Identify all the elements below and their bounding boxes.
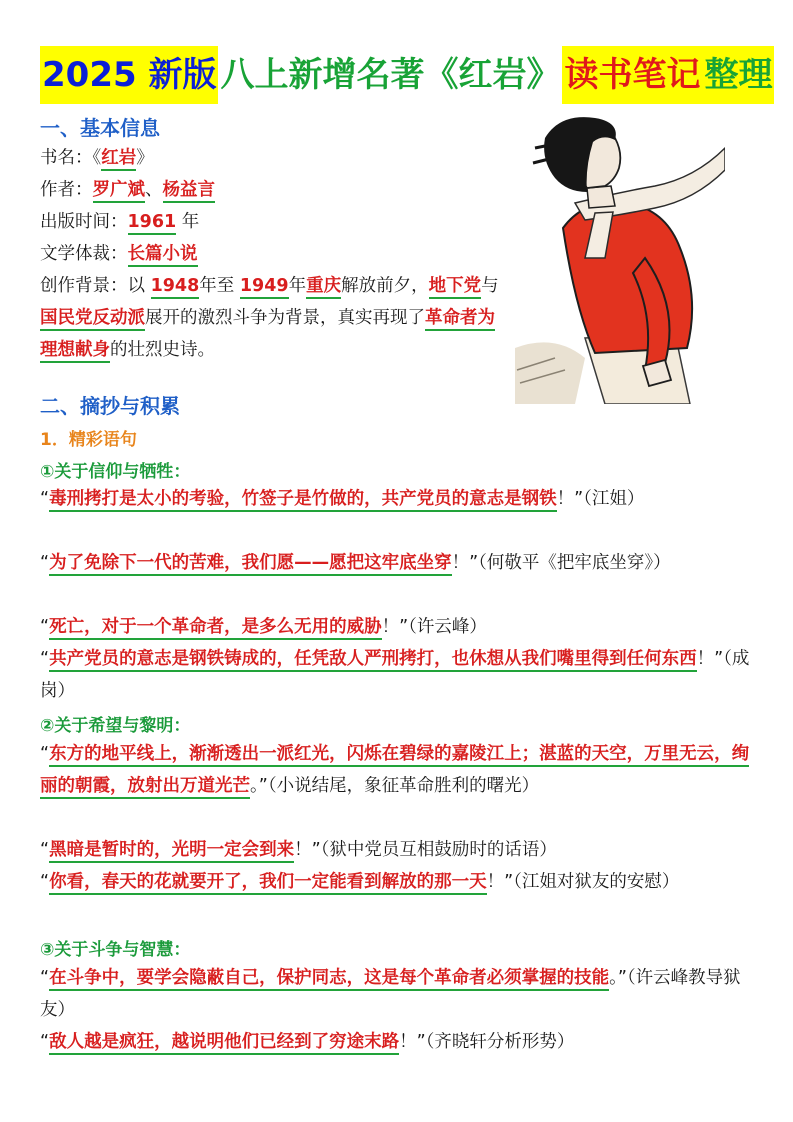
publish-year: 1961 <box>128 212 177 235</box>
title-year-part: 2025 新版 <box>40 46 218 104</box>
quote-open-mark: “ <box>40 1032 50 1052</box>
quote-item <box>40 611 755 643</box>
title-organize-part: 整理 <box>702 46 774 104</box>
quote-text: 你看，春天的花就要开了，我们一定能看到解放的那一天 <box>49 872 487 895</box>
quote-text: 共产党员的意志是钢铁铸成的，任凭敌人严刑拷打，也休想从我们嘴里得到任何东西 <box>49 649 697 672</box>
quote-text: 死亡，对于一个革命者，是多么无用的威胁 <box>49 617 382 640</box>
quote-open-mark: “ <box>40 744 50 764</box>
background-mid-2: 年 <box>288 276 307 296</box>
quote-item <box>40 834 755 866</box>
quote-item <box>40 866 755 898</box>
quote-item <box>40 1026 755 1058</box>
book-close-bracket: 》 <box>136 148 154 168</box>
quote-text: 黑暗是暂时的，光明一定会到来 <box>49 840 294 863</box>
genre-line <box>40 238 198 270</box>
quote-source: （何敬平《把牢底坐穿》） <box>478 553 671 573</box>
publish-time-label: 出版时间： <box>40 212 128 232</box>
background-year-1: 1948 <box>151 276 200 299</box>
quote-source: （小说结尾，象征革命胜利的曙光） <box>267 776 540 796</box>
quote-close-mark: 。” <box>250 776 268 796</box>
quote-source: （狱中党员互相鼓励时的话语） <box>320 840 557 860</box>
quote-source: （许云峰教导狱友） <box>40 968 741 1020</box>
quote-open-mark: “ <box>40 840 50 860</box>
topic-struggle-heading: ③关于斗争与智慧： <box>40 940 191 960</box>
topic-hope-heading: ②关于希望与黎明： <box>40 716 191 736</box>
background-after: 解放前夕， <box>341 276 429 296</box>
quote-item <box>40 962 755 1026</box>
background-city: 重庆 <box>306 276 341 299</box>
quote-item <box>40 483 755 515</box>
background-party-1: 地下党 <box>429 276 482 299</box>
book-open-bracket: 《 <box>92 148 102 168</box>
book-name-label: 书名： <box>40 148 93 168</box>
author-line <box>40 174 215 206</box>
section-basic-info-heading: 一、基本信息 <box>40 116 160 140</box>
quote-text: 敌人越是疯狂，越说明他们已经到了穷途末路 <box>49 1032 399 1055</box>
quote-close-mark: ！” <box>696 649 724 669</box>
quote-item <box>40 643 755 707</box>
background-rest: 展开的激烈斗争为背景，真实再现了 <box>145 308 425 328</box>
quote-close-mark: ！” <box>486 872 514 892</box>
subsection-sentences-heading: 1．精彩语句 <box>40 430 137 450</box>
quote-text: 为了免除下一代的苦难，我们愿——愿把这牢底坐穿 <box>49 553 452 576</box>
publish-time-line <box>40 206 199 238</box>
background-label: 创作背景：以 <box>40 276 145 296</box>
revolutionary-figure-illustration <box>515 108 725 404</box>
background-theme: 革命者为理想献身 <box>40 308 495 363</box>
quote-source: （江姐） <box>583 489 645 509</box>
author-1: 罗广斌 <box>93 180 146 203</box>
quote-open-mark: “ <box>40 489 50 509</box>
quote-close-mark: ！” <box>381 617 409 637</box>
book-name-line <box>40 142 154 174</box>
quote-text: 在斗争中，要学会隐蔽自己，保护同志，这是每个革命者必须掌握的技能 <box>49 968 609 991</box>
quote-open-mark: “ <box>40 553 50 573</box>
genre-value: 长篇小说 <box>128 244 198 267</box>
topic-faith-heading: ①关于信仰与牺牲： <box>40 462 191 482</box>
quote-open-mark: “ <box>40 968 50 988</box>
background-mid: 年至 <box>199 276 235 296</box>
section-excerpts-heading: 二、摘抄与积累 <box>40 394 180 418</box>
quote-source: （江姐对狱友的安慰） <box>513 872 680 892</box>
quote-close-mark: 。” <box>609 968 627 988</box>
background-and: 与 <box>481 276 499 296</box>
quote-close-mark: ！” <box>556 489 584 509</box>
quote-item <box>40 738 755 802</box>
quote-text: 毒刑拷打是太小的考验，竹签子是竹做的，共产党员的意志是钢铁 <box>49 489 557 512</box>
background-year-2: 1949 <box>240 276 289 299</box>
background-end: 的壮烈史诗。 <box>110 340 215 360</box>
quote-open-mark: “ <box>40 872 50 892</box>
author-2: 杨益言 <box>163 180 216 203</box>
background-party-2: 国民党反动派 <box>40 308 145 331</box>
book-name-value: 红岩 <box>101 148 136 171</box>
quote-text: 东方的地平线上，渐渐透出一派红光，闪烁在碧绿的嘉陵江上；湛蓝的天空，万里无云，绚丽的朝霞，放射出万道光芒 <box>40 744 749 799</box>
author-label: 作者： <box>40 180 93 200</box>
quote-source: （成岗） <box>40 649 750 701</box>
author-separator: 、 <box>145 180 163 200</box>
title-notes-part: 读书笔记 <box>562 46 702 104</box>
quote-close-mark: ！” <box>294 840 321 860</box>
quote-close-mark: ！” <box>399 1032 426 1052</box>
quote-source: （齐晓轩分析形势） <box>425 1032 575 1052</box>
publish-year-unit: 年 <box>181 212 200 232</box>
quote-open-mark: “ <box>40 649 50 669</box>
quote-open-mark: “ <box>40 617 50 637</box>
genre-label: 文学体裁： <box>40 244 128 264</box>
title-book-part: 八上新增名著《红岩》 <box>218 46 562 104</box>
quote-source: （许云峰） <box>408 617 487 637</box>
quote-item <box>40 547 755 579</box>
page-title <box>40 46 774 104</box>
background-paragraph <box>40 270 510 366</box>
quote-close-mark: ！” <box>451 553 479 573</box>
